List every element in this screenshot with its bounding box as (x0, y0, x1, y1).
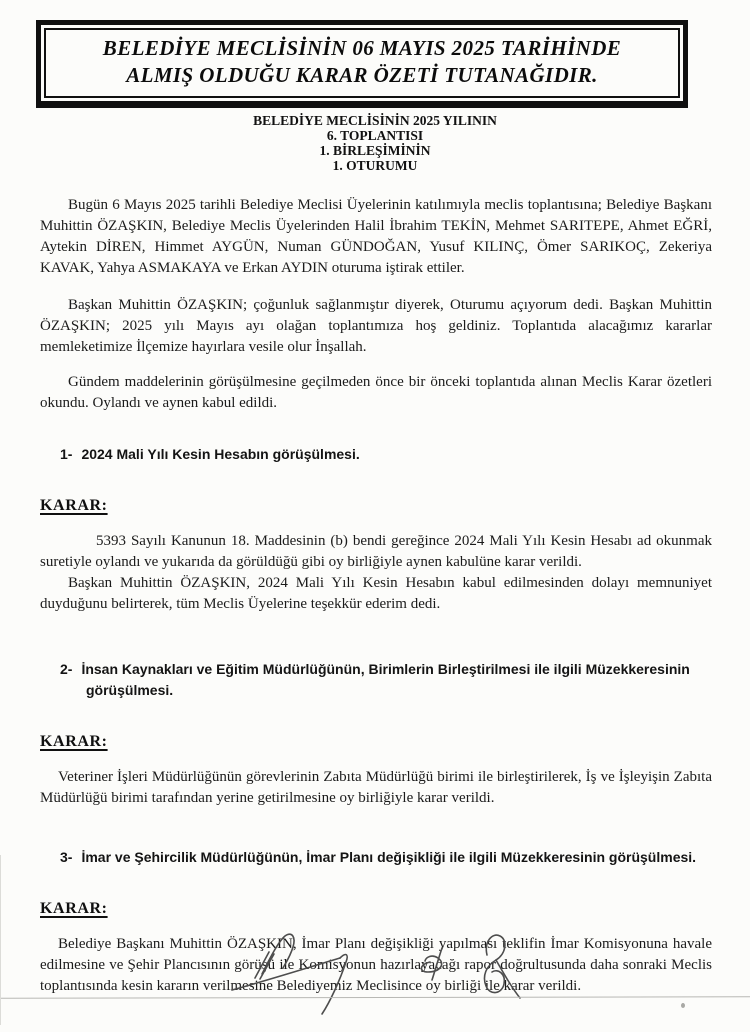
decision-heading-2: KARAR: (40, 733, 108, 750)
decision-heading-1: KARAR: (40, 497, 108, 514)
agenda-item-1-number: 1- (60, 446, 73, 462)
agenda-item-3-title: İmar ve Şehircilik Müdürlüğünün, İmar Planı değişikliği ile ilgili Müzekkeresinin görüşülmesi. (81, 849, 697, 865)
signature-left-icon (222, 922, 372, 1017)
paragraph-previous-minutes: Gündem maddelerinin görüşülmesine geçilmeden önce bir önceki toplantıda alınan Meclis Karar özetleri okundu. Oylandı ve aynen kabul edildi. (40, 374, 712, 411)
meeting-info-line4: 1. OTURUMU (332, 158, 418, 173)
agenda-item-3-number: 3- (60, 849, 73, 865)
agenda-item-2-title: İnsan Kaynakları ve Eğitim Müdürlüğünün, Birimlerin Birleştirilmesi ile ilgili Müzekkeresinin görüşülmesi. (81, 661, 690, 698)
decision-3-paragraph-1: Belediye Başkanı Muhittin ÖZAŞKIN, İmar Planı değişikliği yapılması teklifin İmar Komisyonuna havale edilmesine ve Şehir Plancısının görüşü ile Komisyonun hazırlayacağı rapor doğrultusunda daha sonraki Meclis toplantısında kesin kararın verilmesine Belediyemiz Meclisince oy birliği ile karar verildi. (40, 936, 712, 994)
scan-edge-artifact (0, 855, 1, 1025)
meeting-info-line1: BELEDİYE MECLİSİNİN 2025 YILININ (253, 113, 497, 128)
document-title (44, 28, 680, 98)
agenda-item-2 (60, 659, 726, 701)
agenda-item-1 (60, 444, 726, 465)
decision-1-paragraph-2: Başkan Muhittin ÖZAŞKIN, 2024 Mali Yılı Kesin Hesabın kabul edilmesinden dolayı memnuniyet duyduğunu belirterek, tüm Meclis Üyelerine teşekkür ederim dedi. (40, 575, 712, 612)
meeting-info-line3: 1. BİRLEŞİMİNİN (319, 143, 431, 158)
document-title-line2: ALMIŞ OLDUĞU KARAR ÖZETİ TUTANAĞIDIR. (126, 63, 598, 87)
title-box (36, 20, 688, 108)
agenda-item-2-number: 2- (60, 661, 73, 677)
scan-edge-line (0, 996, 750, 999)
meeting-info-line2: 6. TOPLANTISI (326, 128, 424, 143)
meeting-info (0, 113, 750, 173)
paragraph-opening-remarks: Başkan Muhittin ÖZAŞKIN; çoğunluk sağlanmıştır diyerek, Oturumu açıyorum dedi. Başkan Muhittin ÖZAŞKIN; 2025 yılı Mayıs ayı olağan toplantımıza hoş geldiniz. Toplantıda alacağımız kararlar memleketimize İlçemize hayırlara vesile olur İnşallah. (40, 297, 712, 355)
agenda-item-3 (60, 847, 726, 868)
decision-2-paragraph-1: Veteriner İşleri Müdürlüğünün görevlerinin Zabıta Müdürlüğü birimi ile birleştirilerek, İş ve İşleyişin Zabıta Müdürlüğü birimi tarafından yerine getirilmesine oy birliğiyle karar verildi. (40, 769, 712, 806)
paragraph-attendance: Bugün 6 Mayıs 2025 tarihli Belediye Meclisi Üyelerinin katılımıyla meclis toplantısına; Belediye Başkanı Muhittin ÖZAŞKIN, Belediye Meclis Üyelerinden Halil İbrahim TEKİN, Mehmet SARITEPE, Ahmet EĞRİ, Aytekin DİREN, Himmet AYGÜN, Numan GÜNDOĞAN, Yusuf KILINÇ, Ömer SARIKOÇ, Zekeriya KAVAK, Yahya ASMAKAYA ve Erkan AYDIN oturuma iştirak ettiler. (40, 197, 712, 276)
decision-heading-3: KARAR: (40, 900, 108, 917)
document-title-line1: BELEDİYE MECLİSİNİN 06 MAYIS 2025 TARİHİNDE (102, 36, 622, 60)
decision-1-paragraph-1: 5393 Sayılı Kanunun 18. Maddesinin (b) bendi gereğince 2024 Mali Yılı Kesin Hesabı ad okunmak suretiyle oylandı ve yukarıda da görüldüğü gibi oy birliğiyle aynen kabulüne karar verildi. (40, 533, 712, 570)
signature-right-icon (412, 930, 532, 1010)
agenda-item-1-title: 2024 Mali Yılı Kesin Hesabın görüşülmesi. (81, 446, 360, 462)
scan-speck (681, 1003, 685, 1008)
